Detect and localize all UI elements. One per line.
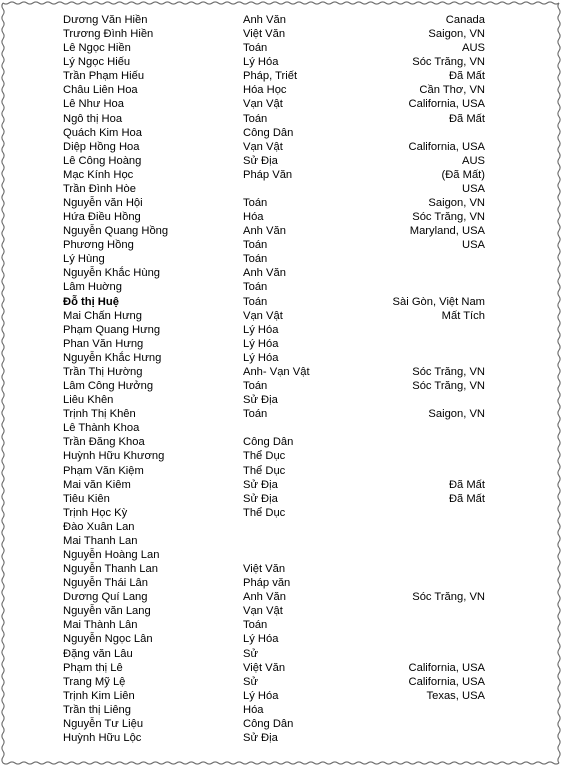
teacher-name: Mai Thanh Lan [63,534,138,547]
list-item [0,506,562,520]
teacher-name: Dương Quí Lang [63,591,148,604]
teacher-name: Trịnh Thị Khên [63,408,136,421]
list-item [0,632,562,646]
teacher-subject: Lý Hóa [243,633,279,646]
teacher-subject: Vạn Vật [243,309,283,322]
teacher-name: Nguyễn Khắc Hưng [63,351,162,364]
list-item [0,280,562,294]
teacher-location: Đã Mất [448,478,485,491]
teacher-name: Phạm Quang Hưng [63,323,161,336]
teacher-name: Nguyễn Ngọc Lân [63,633,153,646]
teacher-name: Tiêu Kiên [63,492,110,505]
teacher-name: Trịnh Học Kỳ [63,506,128,519]
list-item [0,69,562,83]
list-item [0,41,562,55]
teacher-list [0,13,562,745]
teacher-name: Nguyễn văn Lang [63,605,151,618]
teacher-subject: Lý Hóa [243,56,279,69]
list-item [0,478,562,492]
teacher-subject: Toán [243,380,268,393]
teacher-subject: Sử Địa [243,154,278,167]
teacher-subject: Anh Văn [243,225,286,238]
teacher-location: Mất Tích [441,309,485,322]
list-item [0,548,562,562]
teacher-location: Saigon, VN [428,408,485,421]
teacher-name: Phương Hồng [63,239,134,252]
list-item [0,182,562,196]
teacher-subject: Vạn Vật [243,605,283,618]
teacher-name: Trần Đăng Khoa [63,436,145,449]
teacher-subject: Công Dân [243,436,294,449]
list-item [0,675,562,689]
teacher-subject: Lý Hóa [243,337,279,350]
teacher-name: Trần thị Liêng [63,703,131,716]
teacher-name: Mai văn Kiêm [63,478,131,491]
teacher-name: Nguyễn Quang Hồng [63,225,169,238]
list-item [0,618,562,632]
list-item [0,590,562,604]
list-item [0,534,562,548]
list-item [0,407,562,421]
teacher-location: Maryland, USA [409,225,485,238]
list-item [0,337,562,351]
list-item [0,562,562,576]
teacher-name: Trần Đình Hòe [63,182,136,195]
teacher-subject: Toán [243,253,268,266]
teacher-location: California, USA [408,140,485,153]
teacher-location: Sóc Trăng, VN [412,211,485,224]
teacher-subject: Sử [243,675,258,688]
list-item [0,295,562,309]
teacher-location: California, USA [408,98,485,111]
teacher-name: Nguyễn Khắc Hùng [63,267,161,280]
teacher-subject: Công Dân [243,717,294,730]
teacher-name: Lý Hùng [63,253,105,266]
teacher-name: Lâm Công Hưởng [63,380,154,393]
list-item [0,13,562,27]
list-item [0,97,562,111]
list-item [0,140,562,154]
teacher-location: California, USA [408,675,485,688]
list-item [0,576,562,590]
list-item [0,196,562,210]
teacher-subject: Toán [243,295,268,308]
teacher-subject: Sử Địa [243,492,278,505]
teacher-subject: Toán [243,408,268,421]
teacher-location: Texas, USA [426,689,485,702]
teacher-location: USA [461,182,485,195]
teacher-name: Nguyễn Thái Lân [63,577,149,590]
teacher-name: Trang Mỹ Lệ [63,675,126,688]
list-item [0,393,562,407]
teacher-subject: Toán [243,197,268,210]
teacher-subject: Anh Văn [243,14,286,26]
teacher-subject: Thể Dục [243,506,286,519]
teacher-location: AUS [461,154,485,167]
teacher-name: Đặng văn Lâu [63,647,133,660]
teacher-location: Sóc Trăng, VN [412,56,485,69]
teacher-location: Sóc Trăng, VN [412,380,485,393]
teacher-location: Saigon, VN [428,197,485,210]
teacher-name: Lê Như Hoa [63,98,124,111]
teacher-name: Trần Thị Hường [63,365,143,378]
teacher-subject: Pháp Văn [243,168,293,181]
list-item [0,83,562,97]
teacher-name: Nguyễn Thanh Lan [63,563,158,576]
teacher-location: (Đã Mất) [441,168,485,181]
teacher-subject: Lý Hóa [243,351,279,364]
teacher-name: Quách Kim Hoa [63,126,142,139]
teacher-name: Đỗ thị Huệ [63,295,119,308]
teacher-subject: Sử Địa [243,394,278,407]
teacher-name: Huỳnh Hữu Khương [63,450,165,463]
list-item [0,492,562,506]
teacher-subject: Toán [243,42,268,55]
list-item [0,55,562,69]
teacher-location: Đã Mất [448,70,485,83]
teacher-location: California, USA [408,661,485,674]
teacher-subject: Công Dân [243,126,294,139]
teacher-name: Dương Văn Hiền [63,14,148,26]
list-item [0,224,562,238]
teacher-location: Sài Gòn, Việt Nam [392,295,485,308]
teacher-name: Diệp Hồng Hoa [63,140,140,153]
list-item [0,27,562,41]
list-item [0,421,562,435]
list-item [0,464,562,478]
teacher-subject: Sử [243,647,258,660]
list-item [0,703,562,717]
list-item [0,689,562,703]
teacher-name: Nguyễn Tư Liệu [63,717,144,730]
teacher-subject: Anh Văn [243,591,286,604]
list-item [0,309,562,323]
teacher-subject: Hóa Học [243,84,287,97]
teacher-name: Hứa Điều Hồng [63,211,141,224]
list-item [0,379,562,393]
teacher-name: Trương Đình Hiền [63,28,154,41]
teacher-name: Lê Ngọc Hiền [63,42,131,55]
teacher-subject: Toán [243,239,268,252]
teacher-name: Liêu Khên [63,394,114,407]
teacher-subject: Hóa [243,211,264,224]
teacher-name: Lê Thành Khoa [63,422,140,435]
list-item [0,266,562,280]
teacher-name: Trịnh Kim Liên [63,689,135,702]
teacher-subject: Thể Dục [243,450,286,463]
teacher-name: Đào Xuân Lan [63,520,135,533]
teacher-subject: Việt Văn [243,661,286,674]
teacher-subject: Toán [243,281,268,294]
list-item [0,168,562,182]
teacher-location: Saigon, VN [428,28,485,41]
teacher-subject: Vạn Vật [243,98,283,111]
teacher-subject: Vạn Vật [243,140,283,153]
teacher-subject: Toán [243,112,268,125]
teacher-name: Ngô thị Hoa [63,112,123,125]
teacher-name: Nguyễn văn Hội [63,197,143,210]
teacher-name: Lê Công Hoàng [63,154,142,167]
teacher-name: Châu Liên Hoa [63,84,138,97]
teacher-name: Mai Chấn Hưng [63,309,143,322]
teacher-name: Lý Ngọc Hiếu [63,56,131,69]
teacher-name: Mai Thành Lân [63,619,138,632]
teacher-location: Sóc Trăng, VN [412,591,485,604]
teacher-name: Mạc Kính Học [63,168,134,181]
teacher-name: Phạm thị Lê [63,661,123,674]
teacher-location: Đã Mất [448,492,485,505]
teacher-location: USA [461,239,485,252]
list-item [0,351,562,365]
list-item [0,210,562,224]
list-item [0,520,562,534]
teacher-subject: Sử Địa [243,731,278,744]
teacher-subject: Hóa [243,703,264,716]
teacher-subject: Toán [243,619,268,632]
list-item [0,449,562,463]
list-item [0,126,562,140]
teacher-subject: Việt Văn [243,563,286,576]
list-item [0,647,562,661]
teacher-location: Đã Mất [448,112,485,125]
teacher-name: Lâm Huờng [63,281,122,294]
list-item [0,604,562,618]
list-item [0,435,562,449]
list-item [0,661,562,675]
teacher-subject: Anh Văn [243,267,286,280]
teacher-name: Phan Văn Hưng [63,337,144,350]
list-item [0,731,562,745]
list-item [0,112,562,126]
teacher-location: Canada [445,14,485,26]
teacher-location: AUS [461,42,485,55]
teacher-location: Sóc Trăng, VN [412,365,485,378]
list-item [0,238,562,252]
teacher-subject: Pháp văn [243,577,291,590]
teacher-subject: Pháp, Triết [243,70,298,83]
list-item [0,717,562,731]
teacher-location: Cần Thơ, VN [419,84,485,97]
list-item [0,252,562,266]
list-item [0,323,562,337]
teacher-subject: Anh- Vạn Vật [243,365,310,378]
teacher-name: Nguyễn Hoàng Lan [63,548,160,561]
teacher-name: Phạm Văn Kiệm [63,464,144,477]
teacher-subject: Việt Văn [243,28,286,41]
teacher-subject: Lý Hóa [243,323,279,336]
teacher-name: Trần Phạm Hiếu [63,70,145,83]
teacher-name: Huỳnh Hữu Lộc [63,731,142,744]
teacher-subject: Sử Địa [243,478,278,491]
teacher-subject: Lý Hóa [243,689,279,702]
teacher-subject: Thể Dục [243,464,286,477]
list-item [0,154,562,168]
list-item [0,365,562,379]
